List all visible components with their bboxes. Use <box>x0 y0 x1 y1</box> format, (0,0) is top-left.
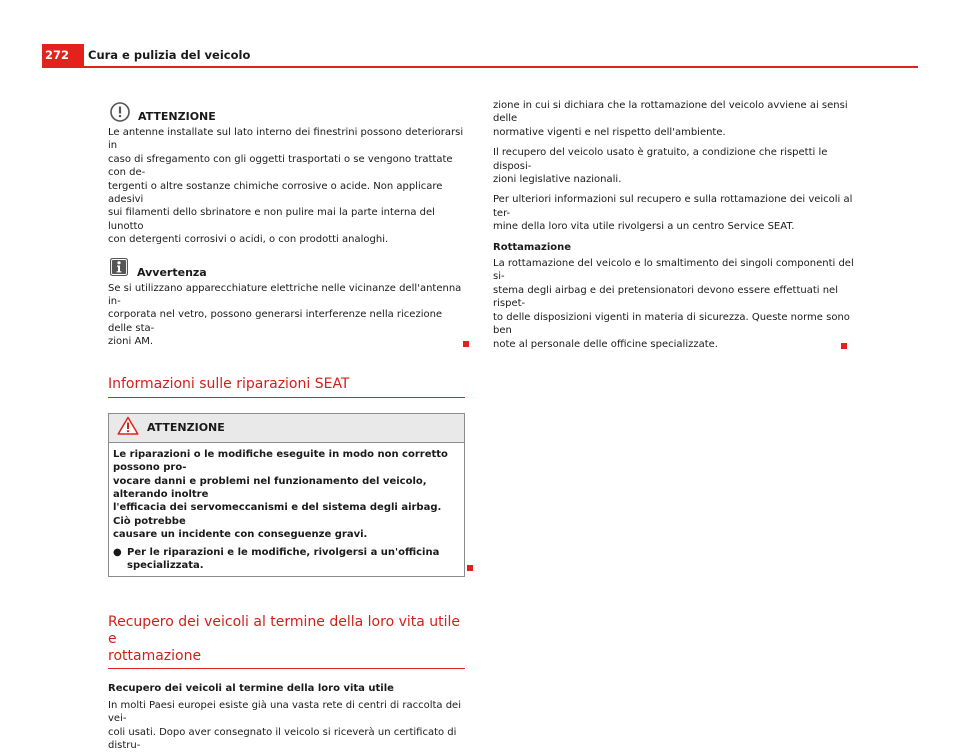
text-line: to delle disposizioni vigenti in materia di sicurezza. Queste norme sono ben <box>493 311 850 337</box>
paragraph <box>493 193 855 233</box>
paragraph <box>493 257 855 351</box>
text-line: Le riparazioni o le modifiche eseguite in modo non corretto possono pro- <box>113 448 448 474</box>
text-line: causare un incidente con conseguenze gravi. <box>113 529 368 541</box>
attention-title: ATTENZIONE <box>147 420 225 434</box>
section-title-line: Recupero dei veicoli al termine della loro vita utile e <box>108 614 461 648</box>
bullet-text: Per le riparazioni e le modifiche, rivolgersi a un'officina specializzata. <box>127 546 440 571</box>
note-heading <box>109 258 465 282</box>
warning-triangle-icon <box>117 416 139 439</box>
text-line: zione in cui si dichiara che la rottamazione del veicolo avviene ai sensi delle <box>493 100 848 125</box>
note-title: Avvertenza <box>137 265 207 279</box>
right-column <box>493 99 855 351</box>
text-line: coli usati. Dopo aver consegnato il veicolo si riceverà un certificato di distru- <box>108 726 457 751</box>
page-number: 272 <box>42 44 84 66</box>
section-heading-repairs <box>108 376 465 398</box>
attention-box-header <box>109 414 464 443</box>
end-of-section-marker-icon <box>467 565 473 571</box>
note-block-interference <box>108 258 465 349</box>
text-line: La rottamazione del veicolo e lo smaltimento dei singoli componenti del si- <box>493 258 854 283</box>
bullet-symbol: ● <box>113 546 122 558</box>
text-line: stema degli airbag e dei pretensionatori devono essere effettuati nel rispet- <box>493 284 838 310</box>
bullet-item <box>113 546 460 573</box>
text-line: Se si utilizzano apparecchiature elettriche nelle vicinanze dell'antenna in- <box>108 282 462 308</box>
text-line: mine della loro vita utile rivolgersi a un centro Service SEAT. <box>493 221 795 233</box>
text-line: con detergenti corrosivi o acidi, o con prodotti analoghi. <box>108 234 389 246</box>
attention-heading <box>110 102 465 126</box>
attention-box-body <box>109 443 464 577</box>
text-line: vocare danni e problemi nel funzionamento del veicolo, alterando inoltre <box>113 475 427 500</box>
text-line: zioni AM. <box>108 336 154 348</box>
text-line: l'efficacia dei servomeccanismi e del sistema degli airbag. Ciò potrebbe <box>113 502 442 527</box>
text-line: Le antenne installate sul lato interno dei finestrini possono deteriorarsi in <box>108 127 464 152</box>
attention-text <box>108 126 465 247</box>
text-line: Il recupero del veicolo usato è gratuito, a condizione che rispetti le disposi- <box>493 147 828 172</box>
paragraph <box>493 146 855 186</box>
attention-block-antennas <box>108 102 465 247</box>
left-column <box>108 102 465 752</box>
subheading: Rottamazione <box>493 241 572 253</box>
text-line: sui filamenti dello sbrinatore e non pulire mai la parte interna del lunotto <box>108 207 435 232</box>
section-heading-end-of-life <box>108 614 465 669</box>
section-title-line: rottamazione <box>108 648 202 665</box>
section-title <box>108 614 465 668</box>
end-of-section-marker-icon <box>841 343 847 349</box>
text-line: In molti Paesi europei esiste già una vasta rete di centri di raccolta dei vei- <box>108 699 461 725</box>
attention-title: ATTENZIONE <box>138 110 216 124</box>
text-line: Per ulteriori informazioni sul recupero e sulla rottamazione dei veicoli al ter- <box>493 194 853 219</box>
subheading: Recupero dei veicoli al termine della loro vita utile <box>108 683 394 695</box>
text-line: caso di sfregamento con gli oggetti trasportati o se vengono trattate con de- <box>108 153 453 179</box>
paragraph <box>493 99 855 139</box>
section-title: Informazioni sulle riparazioni SEAT <box>108 375 350 392</box>
note-text <box>108 282 465 349</box>
text-line: corporata nel vetro, possono generarsi interferenze nella ricezione delle sta- <box>108 309 443 334</box>
end-of-section-marker-icon <box>463 341 469 347</box>
attention-circle-icon <box>110 102 130 126</box>
page-header <box>42 44 918 68</box>
attention-box-repairs <box>108 413 465 578</box>
text-line: normative vigenti e nel rispetto dell'ambiente. <box>493 126 726 138</box>
text-line: tergenti o altre sostanze chimiche corrosive o acide. Non applicare adesivi <box>108 180 443 206</box>
end-of-life-text <box>108 682 465 752</box>
text-line: note al personale delle officine specializzate. <box>493 338 718 350</box>
info-note-icon <box>109 257 129 281</box>
text-line: zioni legislative nazionali. <box>493 174 622 186</box>
running-title: Cura e pulizia del veicolo <box>88 48 251 62</box>
